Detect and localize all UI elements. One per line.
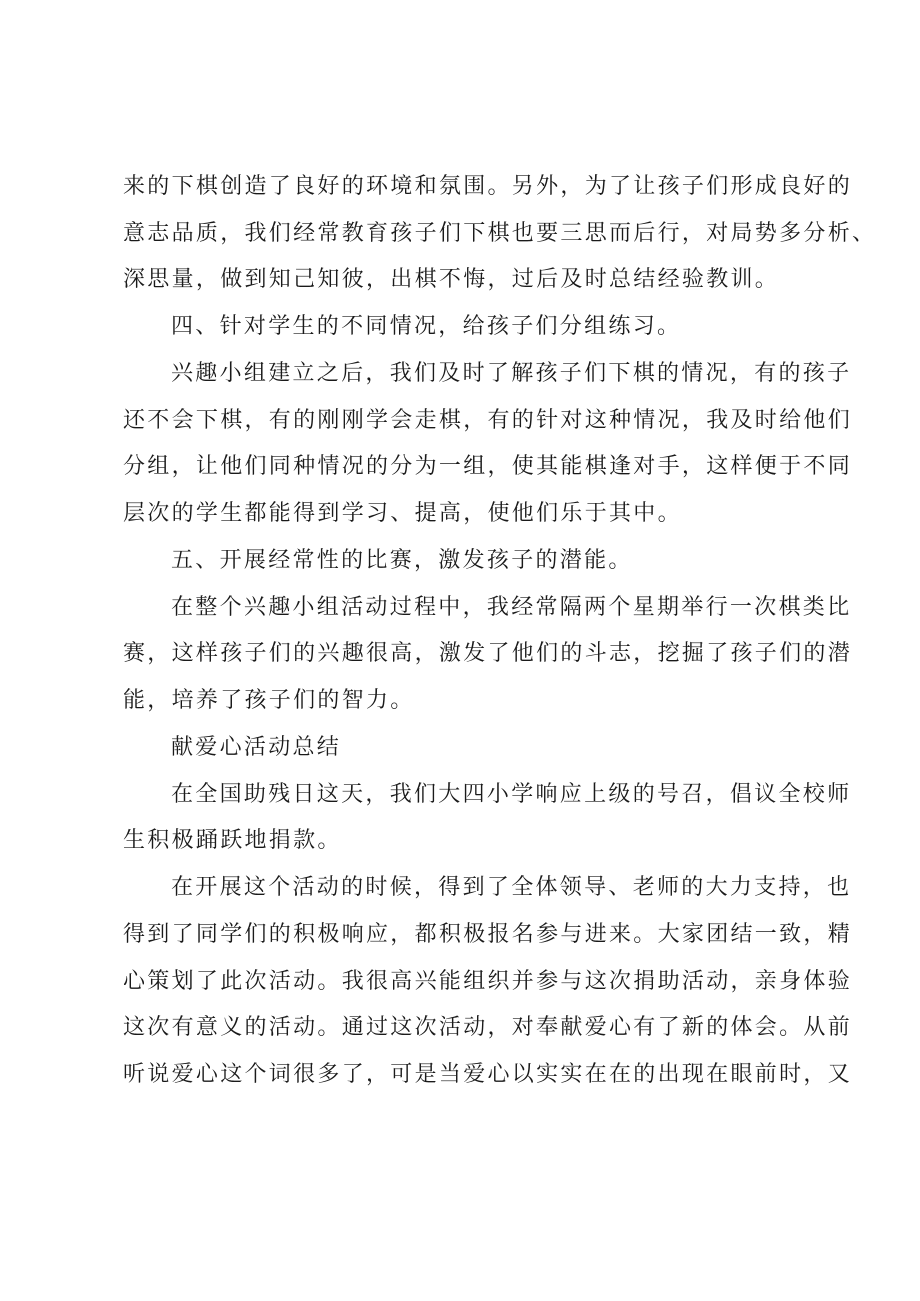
body-text-line: 这次有意义的活动。通过这次活动，对奉献爱心有了新的体会。从前	[123, 1015, 853, 1040]
body-text-line: 赛，这样孩子们的兴趣很高，激发了他们的斗志，挖掘了孩子们的潜	[123, 641, 853, 666]
body-text-line: 在整个兴趣小组活动过程中，我经常隔两个星期举行一次棋类比	[171, 595, 852, 620]
body-text-line: 在全国助残日这天，我们大四小学响应上级的号召，倡议全校师	[171, 782, 852, 807]
body-text-line: 来的下棋创造了良好的环境和氛围。另外，为了让孩子们形成良好的	[123, 174, 853, 199]
body-text-line: 能，培养了孩子们的智力。	[123, 688, 415, 713]
body-text-line: 生积极踊跃地捐款。	[123, 828, 342, 853]
article-title: 献爱心活动总结	[171, 735, 342, 760]
body-text-line: 分组，让他们同种情况的分为一组，使其能棋逢对手，这样便于不同	[123, 454, 853, 479]
body-text-line: 层次的学生都能得到学习、提高，使他们乐于其中。	[123, 501, 682, 526]
body-text-line: 心策划了此次活动。我很高兴能组织并参与这次捐助活动，亲身体验	[123, 969, 853, 994]
body-text-line: 意志品质，我们经常教育孩子们下棋也要三思而后行，对局势多分析、	[123, 221, 877, 246]
body-text-line: 还不会下棋，有的刚刚学会走棋，有的针对这种情况，我及时给他们	[123, 408, 853, 433]
body-text-line: 深思量，做到知己知彼，出棋不悔，过后及时总结经验教训。	[123, 267, 780, 292]
body-text-line: 兴趣小组建立之后，我们及时了解孩子们下棋的情况，有的孩子	[171, 361, 852, 386]
body-text-line: 得到了同学们的积极响应，都积极报名参与进来。大家团结一致，精	[123, 922, 853, 947]
body-text-line: 在开展这个活动的时候，得到了全体领导、老师的大力支持，也	[171, 875, 852, 900]
section-heading: 五、开展经常性的比赛，激发孩子的潜能。	[171, 548, 633, 573]
body-text-line: 听说爱心这个词很多了，可是当爱心以实实在在的出现在眼前时，又	[123, 1062, 853, 1087]
section-heading: 四、针对学生的不同情况，给孩子们分组练习。	[171, 314, 682, 339]
